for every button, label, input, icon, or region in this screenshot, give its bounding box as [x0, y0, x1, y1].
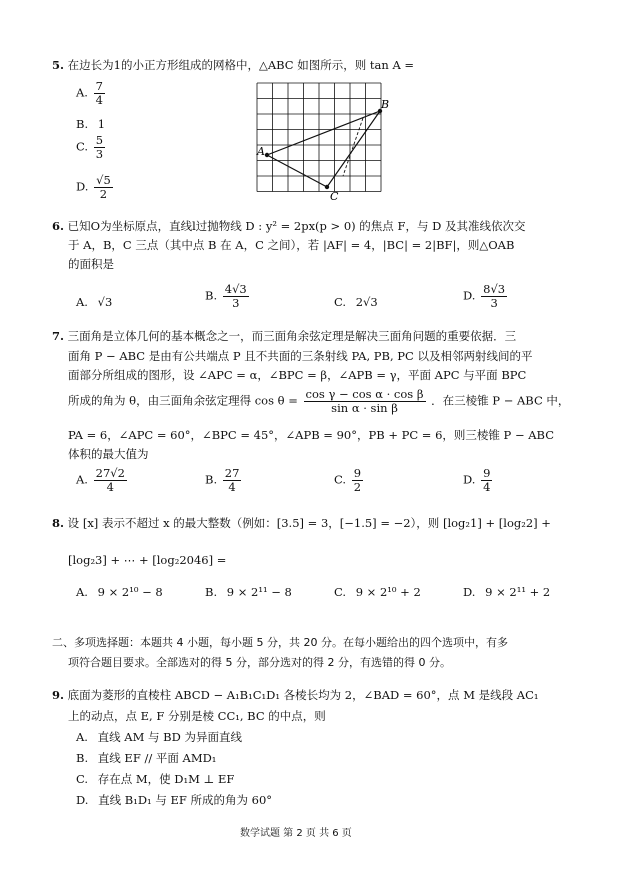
q8-option-a[interactable] [76, 585, 163, 599]
option-label: D. [463, 288, 476, 303]
numerator: 4√3 [224, 282, 247, 296]
q9-option-d[interactable] [76, 793, 272, 807]
label-b: B [381, 98, 390, 111]
option-text: 直线 EF // 平面 AMD₁ [97, 751, 217, 765]
option-label: A. [76, 472, 88, 487]
numerator: cos γ − cos α · cos β [305, 387, 424, 401]
option-label: B. [205, 288, 218, 303]
section2-line1: 二、多项选择题：本题共 4 小题，每小题 5 分，共 20 分。在每小题给出的四个选项中，有多 [52, 636, 508, 649]
q7-line3: 面部分所组成的图形，设 ∠APC = α，∠BPC = β，∠APB = γ，平面 APC 与平面 BPC [68, 368, 527, 382]
q7-option-b[interactable] [205, 467, 243, 494]
numerator: 7 [95, 79, 103, 93]
q6-number: 6. [52, 219, 65, 233]
option-label: D. [463, 472, 476, 487]
option-label: C. [76, 772, 89, 786]
q5-option-c[interactable] [76, 134, 107, 161]
q7-line4-post: ．在三棱锥 P − ABC 中， [431, 393, 570, 408]
q7-option-d[interactable] [463, 467, 494, 494]
option-label: B. [205, 472, 218, 487]
q8-option-c[interactable] [334, 585, 421, 599]
option-text: 1 [97, 117, 106, 131]
denominator: 4 [228, 480, 236, 495]
denominator: 3 [95, 147, 104, 162]
label-a: A [257, 145, 265, 158]
q8-option-d[interactable] [463, 585, 550, 599]
q8-number: 8. [52, 516, 65, 530]
q8-stem-line1: 设 [x] 表示不超过 x 的最大整数（例如：[3.5] = 3，[−1.5] = −2），则 [log₂1] + [log₂2] + [67, 516, 551, 530]
q6-line1 [52, 219, 525, 233]
option-text: √3 [97, 295, 113, 309]
q5-grid-figure [255, 80, 400, 208]
denominator: 3 [490, 296, 498, 311]
denominator: 2 [99, 187, 108, 202]
q7-option-c[interactable] [334, 467, 365, 494]
q8-line1 [52, 516, 551, 530]
numerator: 27√2 [95, 466, 125, 480]
option-label: A. [76, 85, 88, 100]
denominator: 2 [353, 480, 362, 495]
q6-line3: 的面积是 [68, 257, 114, 271]
option-label: A. [76, 585, 88, 599]
option-text: 9 × 2¹¹ + 2 [485, 585, 551, 599]
option-text: 直线 AM 与 BD 为异面直线 [97, 730, 242, 744]
q7-line4-pre: 所成的角为 θ，由三面角余弦定理得 cos θ = [68, 393, 298, 408]
q8-option-b[interactable] [205, 585, 292, 599]
q8-line2: [log₂3] + ⋯ + [log₂2046] = [68, 553, 227, 567]
q9-number: 9. [52, 688, 65, 702]
section2-line2: 项符合题目要求。全部选对的得 5 分，部分选对的得 2 分，有选错的得 0 分。 [68, 656, 451, 669]
point-a-dot [265, 153, 269, 157]
q6-stem-line1: 已知O为坐标原点，直线l过抛物线 D : y² = 2px(p > 0) 的焦点 F，与 D 及其准线依次交 [67, 219, 526, 233]
option-label: D. [76, 179, 89, 194]
page-footer: 数学试题 第 2 页 共 6 页 [240, 828, 352, 839]
option-text: 存在点 M，使 D₁M ⊥ EF [97, 772, 235, 786]
q9-option-b[interactable] [76, 751, 216, 765]
label-c: C [330, 190, 339, 203]
option-label: C. [334, 472, 347, 487]
option-label: D. [463, 585, 476, 599]
option-label: A. [76, 295, 88, 309]
q5-number: 5. [52, 58, 65, 72]
q6-option-d[interactable] [463, 283, 509, 310]
q7-option-a[interactable] [76, 467, 129, 494]
numerator: 9 [353, 466, 362, 480]
q9-line2: 上的动点，点 E, F 分别是棱 CC₁, BC 的中点，则 [68, 709, 326, 723]
q5-option-d[interactable] [76, 174, 115, 201]
option-text: 直线 B₁D₁ 与 EF 所成的角为 60° [98, 793, 273, 807]
q7-line5: PA = 6，∠APC = 60°，∠BPC = 45°，∠APB = 90°，PB + PC = 6，则三棱锥 P − ABC [68, 428, 555, 442]
option-label: D. [76, 793, 89, 807]
option-label: B. [76, 117, 89, 131]
option-label: C. [76, 139, 89, 154]
q6-line2: 于 A，B，C 三点（其中点 B 在 A，C 之间），若 |AF| = 4，|BC| = 2|BF|，则△OAB [68, 238, 515, 252]
q9-option-a[interactable] [76, 730, 242, 744]
q9-line1 [52, 688, 539, 702]
numerator: 5 [95, 133, 104, 147]
denominator: 3 [232, 296, 240, 311]
q6-option-c[interactable] [334, 295, 378, 309]
option-text: 9 × 2¹⁰ + 2 [355, 585, 421, 599]
q7-line4 [68, 388, 569, 415]
option-label: C. [334, 295, 347, 309]
q9-option-c[interactable] [76, 772, 234, 786]
numerator: 9 [483, 466, 491, 480]
q7-line1 [52, 329, 516, 343]
q7-number: 7. [52, 329, 65, 343]
point-c-dot [325, 185, 329, 189]
denominator: 4 [95, 93, 103, 108]
numerator: 27 [224, 466, 240, 480]
q5-stem: 在边长为1的小正方形组成的网格中，△ABC 如图所示，则 tan A = [67, 58, 415, 72]
median-dashed [343, 118, 363, 176]
q6-option-b[interactable] [205, 283, 251, 310]
option-text: 9 × 2¹¹ − 8 [226, 585, 292, 599]
q7-line6: 体积的最大值为 [68, 447, 149, 461]
q5-option-b[interactable] [76, 117, 105, 131]
q5-stem-line [52, 58, 414, 72]
denominator: 4 [106, 480, 114, 495]
option-label: C. [334, 585, 347, 599]
option-text: 9 × 2¹⁰ − 8 [97, 585, 163, 599]
option-label: A. [76, 730, 88, 744]
numerator: √5 [96, 173, 111, 187]
q9-stem-line1: 底面为菱形的直棱柱 ABCD − A₁B₁C₁D₁ 各棱长均为 2，∠BAD = 60°，点 M 是线段 AC₁ [67, 688, 539, 702]
q6-option-a[interactable] [76, 295, 112, 309]
q5-option-a[interactable] [76, 80, 107, 107]
denominator: 4 [483, 480, 491, 495]
numerator: 8√3 [483, 282, 506, 296]
denominator: sin α · sin β [331, 401, 398, 416]
q7-line2: 面角 P − ABC 是由有公共端点 P 且不共面的三条射线 PA, PB, PC 以及相邻两射线间的平 [68, 349, 533, 363]
option-label: B. [205, 585, 218, 599]
option-label: B. [76, 751, 89, 765]
option-text: 2√3 [355, 295, 378, 309]
q7-stem-line1: 三面角是立体几何的基本概念之一，而三面角余弦定理是解决三面角问题的重要依据．三 [67, 329, 517, 343]
